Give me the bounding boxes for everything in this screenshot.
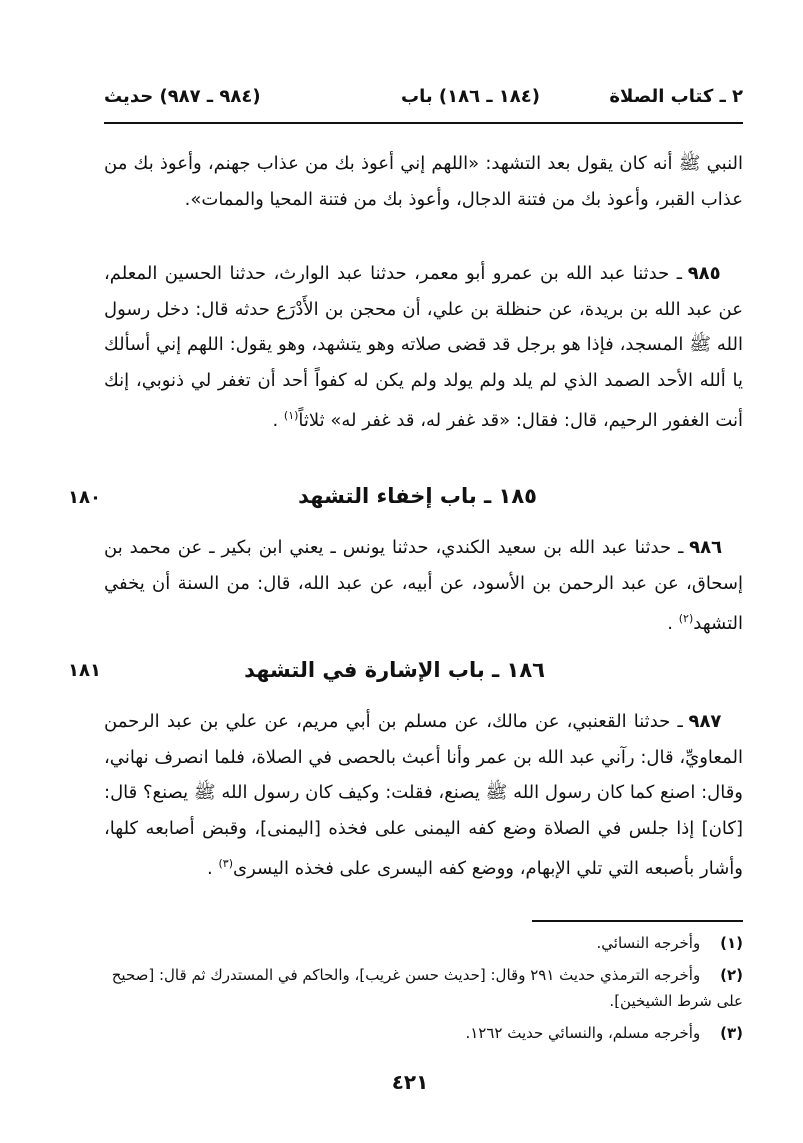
chapter-heading-186: ١٨٦ ـ باب الإشارة في التشهد [244,658,545,682]
hadith-text: ـ حدثنا القعنبي، عن مالك، عن مسلم بن أبي مريم، عن علي بن عبد الرحمن المعاويِّ، قال: رآني عبد الله بن عمر وأنا أعبث بالحصى في الصلاة، فلما انصرف نهاني، وقال: اصنع كما كان رسول الله ﷺ يصنع، فقلت: وكيف كان رسول الله ﷺ يصنع؟ قال: [كان] إذا جلس في الصلاة وضع كفه اليمنى على فخذه [اليمنى]، وقبض أصابعه كلها، وأشار بأصبعه التي تلي الإبهام، ووضع كفه اليسرى على فخذه اليسرى [104,711,743,879]
hadith-985 [104,256,743,439]
hadith-number: ٩٨٧ [688,711,722,732]
footnote-text: وأخرجه النسائي. [596,934,701,952]
hadith-end: . [272,410,284,431]
paragraph-continuation [104,146,743,217]
hadith-text: ـ حدثنا عبد الله بن سعيد الكندي، حدثنا يونس ـ يعني ابن بكير ـ عن محمد بن إسحاق، عن عبد الرحمن بن الأسود، عن أبيه، عن عبد الله، قال: من السنة أن يخفي التشهد [104,537,743,634]
hadith-end: . [667,613,679,634]
footnote-number: (٢) [720,966,743,984]
header-book-title: ٢ ـ كتاب الصلاة [609,86,743,107]
margin-number: ١٨٠ [68,487,101,508]
footnote-ref[interactable]: (١) [283,409,299,422]
hadith-986 [104,530,743,642]
running-header [104,80,743,116]
header-hadith-range: (٩٨٤ ـ ٩٨٧) حديث [104,86,261,107]
footnote-ref[interactable]: (٣) [218,857,233,870]
footnote-1 [104,930,743,956]
footnote-3 [104,1020,743,1046]
header-chapter-range: (١٨٤ ـ ١٨٦) باب [401,86,540,107]
margin-number: ١٨١ [68,660,101,681]
footnote-rule [532,920,743,922]
paragraph-text: النبي ﷺ أنه كان يقول بعد التشهد: «اللهم إني أعوذ بك من عذاب جهنم، وأعوذ بك من عذاب القبر، وأعوذ بك من فتنة الدجال، وأعوذ بك من فتنة المحيا والممات». [104,153,743,210]
chapter-heading-185: ١٨٥ ـ باب إخفاء التشهد [298,484,537,508]
hadith-number: ٩٨٦ [689,537,723,558]
footnote-number: (١) [720,934,743,952]
footnote-number: (٣) [720,1024,743,1042]
footnote-text: وأخرجه الترمذي حديث ٢٩١ وقال: [حديث حسن غريب]، والحاكم في المستدرك ثم قال: [صحيح على شرط الشيخين]. [111,966,743,1010]
hadith-text: ـ حدثنا عبد الله بن عمرو أبو معمر، حدثنا عبد الوارث، حدثنا الحسين المعلم، عن عبد الله بن بريدة، عن حنظلة بن علي، أن محجن بن الأَدْرَع حدثه قال: دخل رسول الله ﷺ المسجد، فإذا هو برجل قد قضى صلاته وهو يتشهد، وهو يقول: اللهم إني أسألك يا ألله الأحد الصمد الذي لم يلد ولم يولد ولم يكن له كفواً أحد أن تغفر لي ذنوبي، إنك أنت الغفور الرحيم، قال: فقال: «قد غفر له، قد غفر له» ثلاثاً [104,263,743,431]
hadith-end: . [207,858,219,879]
footnote-ref[interactable]: (٢) [678,612,694,625]
hadith-number: ٩٨٥ [687,263,721,284]
footnote-2 [104,962,743,1014]
header-rule [104,122,743,124]
hadith-987 [104,704,743,887]
footnote-text: وأخرجه مسلم، والنسائي حديث ١٢٦٢. [465,1024,701,1042]
page-number: ٤٢١ [391,1070,429,1094]
